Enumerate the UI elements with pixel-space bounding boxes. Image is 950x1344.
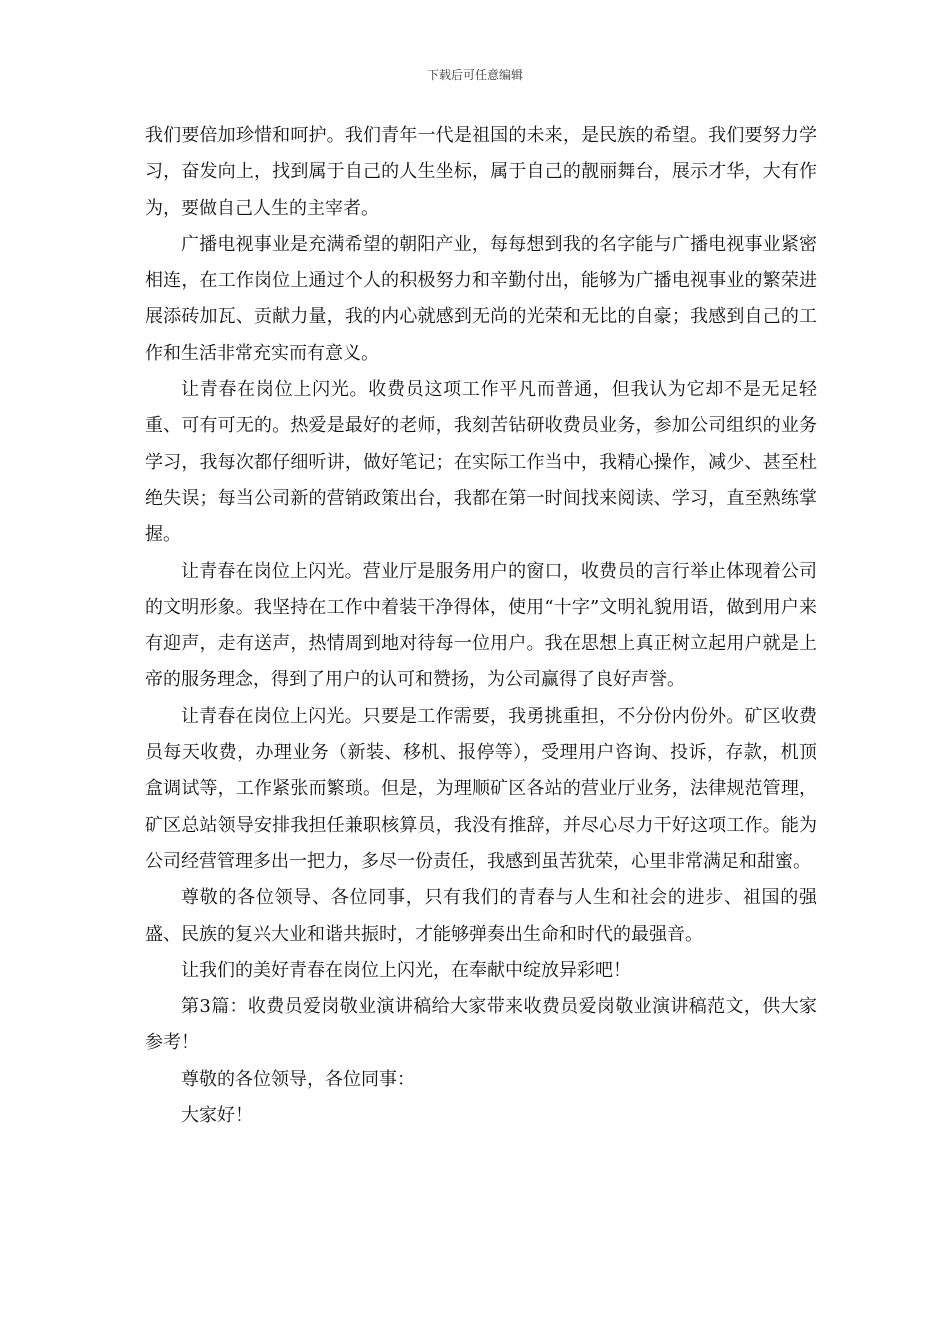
paragraph-9: 尊敬的各位领导，各位同事：: [181, 1068, 415, 1090]
document-body: [145, 118, 817, 1134]
page-header: 下载后可任意编辑: [426, 68, 523, 82]
paragraph-6: 尊敬的各位领导、各位同事，只有我们的青春与人生和社会的进步、祖国的强盛、民族的复兴大业和谐共振时，才能够弹奏出生命和时代的最强音。: [145, 887, 817, 945]
paragraph-5: 让青春在岗位上闪光。只要是工作需要，我勇挑重担，不分份内份外。矿区收费员每天收费，办理业务（新装、移机、报停等），受理用户咨询、投诉，存款，机顶盒调试等，工作紧张而繁琐。但是，为理顺矿区各站的营业厅业务，法律规范管理，矿区总站领导安排我担任兼职核算员，我没有推辞，并尽心尽力干好这项工作。能为公司经营管理多出一把力，多尽一份责任，我感到虽苦犹荣，心里非常满足和甜蜜。: [145, 705, 817, 872]
paragraph-7: 让我们的美好青春在岗位上闪光，在奉献中绽放异彩吧！: [181, 959, 631, 981]
paragraph-10: 大家好！: [181, 1105, 253, 1127]
paragraph-3: 让青春在岗位上闪光。收费员这项工作平凡而普通，但我认为它却不是无足轻重、可有可无的。热爱是最好的老师，我刻苦钻研收费员业务，参加公司组织的业务学习，我每次都仔细听讲，做好笔记；在实际工作当中，我精心操作，减少、甚至杜绝失误；每当公司新的营销政策出台，我都在第一时间找来阅读、学习，直至熟练掌握。: [145, 379, 817, 546]
paragraph-2: 广播电视事业是充满希望的朝阳产业，每每想到我的名字能与广播电视事业紧密相连，在工作岗位上通过个人的积极努力和辛勤付出，能够为广播电视事业的繁荣进展添砖加瓦、贡献力量，我的内心就感到无尚的光荣和无比的自豪；我感到自己的工作和生活非常充实而有意义。: [145, 233, 817, 364]
paragraph-1: 我们要倍加珍惜和呵护。我们青年一代是祖国的未来，是民族的希望。我们要努力学习，奋发向上，找到属于自己的人生坐标，属于自己的靓丽舞台，展示才华，大有作为，要做自己人生的主宰者。: [145, 125, 817, 219]
paragraph-4: 让青春在岗位上闪光。营业厅是服务用户的窗口，收费员的言行举止体现着公司的文明形象。我坚持在工作中着装干净得体，使用“十字”文明礼貌用语，做到用户来有迎声，走有送声，热情周到地对待每一位用户。我在思想上真正树立起用户就是上帝的服务理念，得到了用户的认可和赞扬，为公司赢得了良好声誉。: [145, 560, 817, 691]
paragraph-8: 第3篇：收费员爱岗敬业演讲稿给大家带来收费员爱岗敬业演讲稿范文，供大家参考！: [145, 996, 817, 1054]
